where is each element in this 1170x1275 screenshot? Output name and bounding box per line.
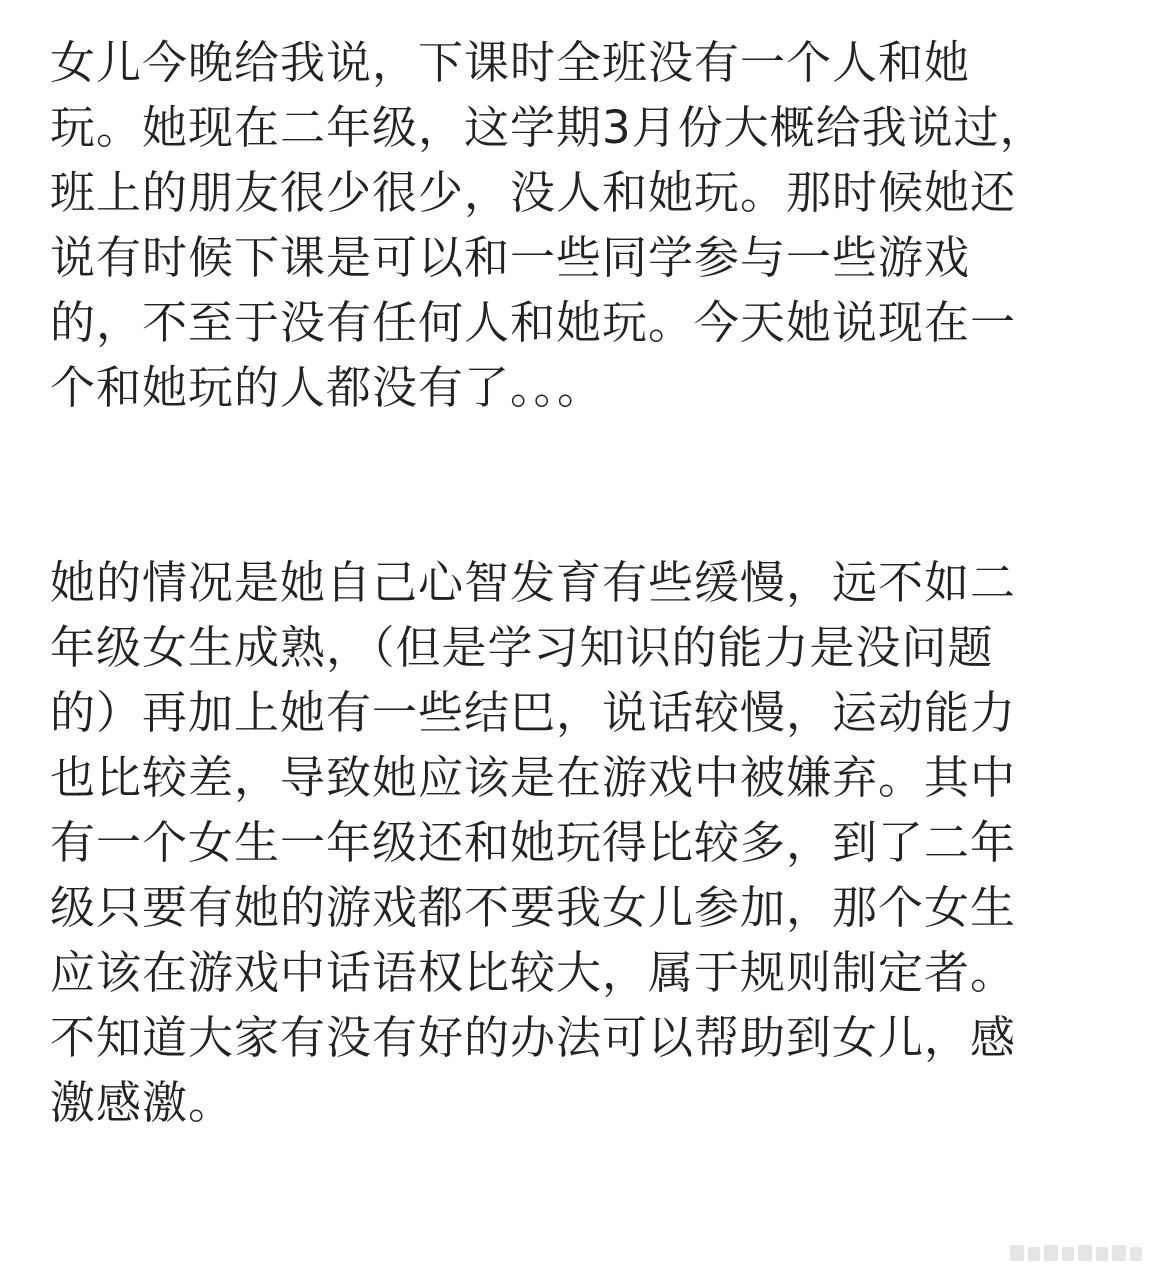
text-line: 个和她玩的人都没有了。。。: [50, 361, 604, 414]
text-line: 激感激。: [50, 1076, 235, 1129]
watermark-glyphs: [1008, 1241, 1158, 1265]
text-line: 应该在游戏中话语权比较大，属于规则制定者。: [50, 946, 1017, 999]
post-body: [50, 30, 1090, 1135]
text-line: 也比较差，导致她应该是在游戏中被嫌弃。其中: [50, 751, 1017, 804]
text-line: 有一个女生一年级还和她玩得比较多，到了二年: [50, 816, 1017, 869]
text-line: 的，不至于没有任何人和她玩。今天她说现在一: [50, 296, 1017, 349]
paragraph-gap: [50, 420, 1090, 550]
text-line: 年级女生成熟，（但是学习知识的能力是没问题: [50, 621, 994, 674]
text-line: 说有时候下课是可以和一些同学参与一些游戏: [50, 231, 971, 284]
text-line: 的）再加上她有一些结巴，说话较慢，运动能力: [50, 686, 1017, 739]
text-line: 级只要有她的游戏都不要我女儿参加，那个女生: [50, 881, 1017, 934]
text-line: 女儿今晚给我说，下课时全班没有一个人和她: [50, 36, 971, 89]
text-line: 不知道大家有没有好的办法可以帮助到女儿，感: [50, 1011, 1017, 1064]
watermark: [1008, 1241, 1158, 1265]
text-line: 她的情况是她自己心智发育有些缓慢，远不如二: [50, 556, 1017, 609]
text-line: 玩。她现在二年级，这学期3月份大概给我说过，: [50, 101, 1046, 154]
text-line: 班上的朋友很少很少，没人和她玩。那时候她还: [50, 166, 1017, 219]
paragraph-1: [50, 30, 1090, 420]
paragraph-2: [50, 550, 1090, 1135]
